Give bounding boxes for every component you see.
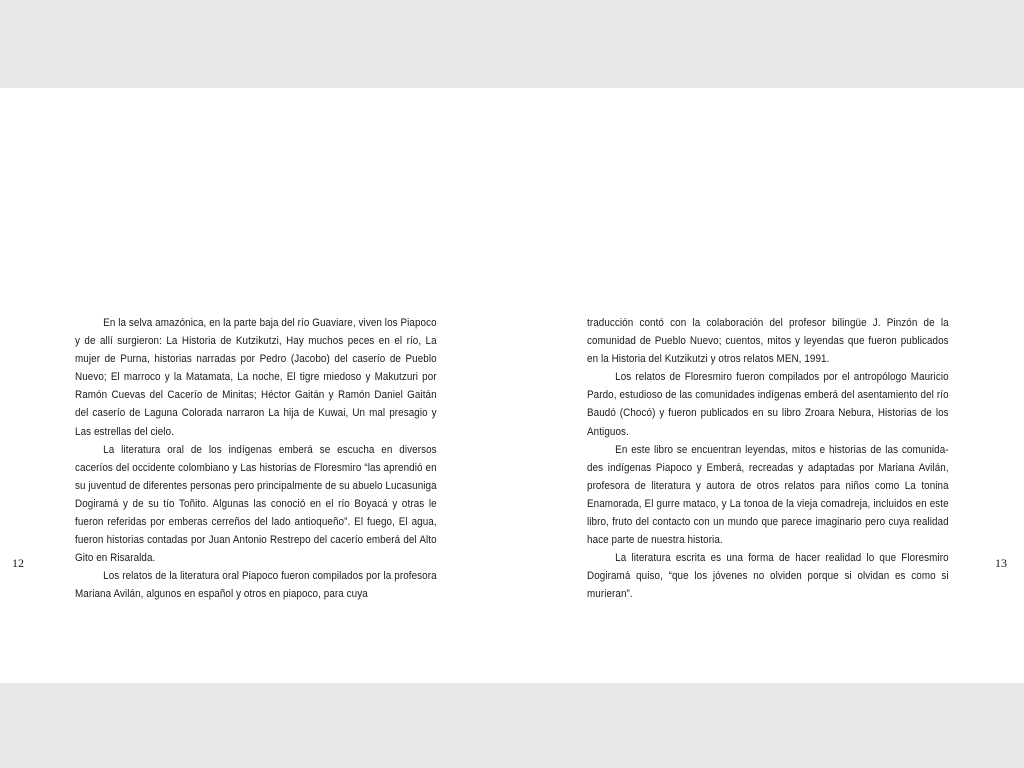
page-spread [0,88,1024,683]
paragraph: Los relatos de Floresmiro fueron compilados por el antropólogo Mauricio Pardo, estudioso de las comunidades indígenas emberá del asentamiento del río Baudó (Chocó) y fueron publicados en su libro Zroara Nebura, Historias de los Antiguos. [587,371,949,438]
paragraph: La literatura oral de los indígenas emberá se escucha en diversos caceríos del occidente colombiano y Las historias de Floresmiro “las aprendió en su juventud de diferentes personas pero principalmente de su abuelo Lucasuniga Dogiramá y de su tío Toñito. Algunas las conoció en el río Boyacá y otras le fueron referidas por emberas cerreños del lado antioqueño”. El fuego, El agua, fueron historias contadas por Juan Antonio Restrepo del cacerío emberá del Alto Gito en Risaralda. [75,443,437,565]
paragraph: La literatura escrita es una forma de hacer realidad lo que Floresmiro Dogiramá quiso, “que los jóvenes no olviden porque si olvidan es como si murieran”. [587,552,949,601]
paragraph: En la selva amazónica, en la parte baja del río Guaviare, viven los Piapoco y de allí surgieron: La Historia de Kutzikutzi, Hay muchos peces en el río, La mujer de Purna, historias narradas por Pedro (Jacobo) del caserío de Pueblo Nuevo; El marroco y la Matamata, La noche, El tigre miedoso y Makutzuri por Ramón Cuevas del Cacerío de Minitas; Héctor Gaitán y Ramón Daniel Gaitán del caserío de Laguna Colorada narraron La hija de Kuwai, Un mal presagio y Las estrellas del cielo. [75,317,437,438]
right-page-text [587,314,949,604]
paragraph: Los relatos de la literatura oral Piapoco fueron compilados por la profesora Mariana Avilán, algunos en español y otros en piapoco, para cuya [75,570,437,601]
left-page-text [75,314,437,604]
page-number-left: 12 [12,556,24,570]
paragraph: En este libro se encuentran leyendas, mitos e historias de las comunida-des indígenas Piapoco y Emberá, recreadas y adaptadas por Mariana Avilán, profesora de literatura y autora de otros relatos para niños como La tonina Enamorada, El gurre mataco, y La tonoa de la vieja comadreja, incluidos en este libro, fruto del contacto con un mundo que parece imaginario pero cuya realidad hace parte de nuestra historia. [587,443,949,547]
paragraph-continued: traducción contó con la colaboración del profesor bilingüe J. Pinzón de la comunidad de Pueblo Nuevo; cuentos, mitos y leyendas que fueron publicados en la Historia del Kutzikutzi y otros relatos MEN, 1991. [587,317,949,366]
page-number-right: 13 [995,556,1007,570]
